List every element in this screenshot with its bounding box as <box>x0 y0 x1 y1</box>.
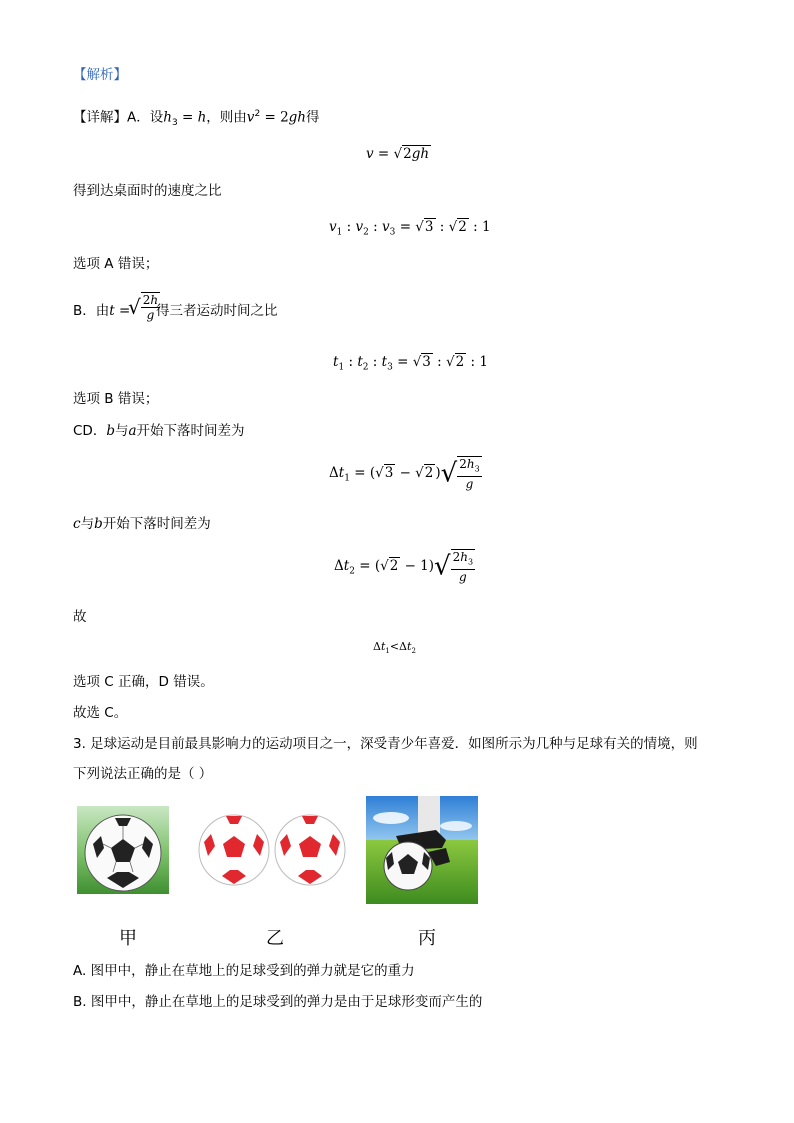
analysis-heading: 【解析】 <box>73 67 127 83</box>
detail-line-a: 【详解】A．设$h_3 = h$，则由$v^2 = 2gh$得 <box>73 109 320 129</box>
equation-compare: $\Delta t_1<\Delta t_2$ <box>373 640 416 656</box>
detail-label: 【详解】 <box>73 109 127 126</box>
caption-bing: 丙 <box>418 928 436 949</box>
detail-line-cb: c与b开始下落时间差为 <box>73 516 211 532</box>
option-a-suffix: 得 <box>306 109 320 126</box>
two-red-balls-image <box>198 812 346 888</box>
option-c-correct: 选项 C 正确，D 错误。 <box>73 674 214 690</box>
equation-t: √ $\frac{2h}{g}$ <box>128 293 159 322</box>
ball-on-grass-image <box>77 806 169 894</box>
option-a: A. 图甲中，静止在草地上的足球受到的弹力就是它的重力 <box>73 963 415 979</box>
option-b-suffix: 得三者运动时间之比 <box>156 303 278 319</box>
detail-line-b: B．由t = <box>73 303 131 319</box>
foot-on-ball-image <box>366 796 478 904</box>
equation-delta-t1: $\Delta t_1 = (√3 - √2$ )√ $\frac{2h_3}{g}$ <box>329 457 480 492</box>
option-b-prefix: B．由 <box>73 303 110 319</box>
option-a-mid: ，则由 <box>206 109 247 126</box>
caption-jia: 甲 <box>119 928 137 949</box>
option-b: B. 图甲中，静止在草地上的足球受到的弹力是由于足球形变而产生的 <box>73 994 483 1010</box>
option-b-wrong: 选项 B 错误； <box>73 391 159 407</box>
equation-time-ratio: $t_1$ : $t_2$ : $t_3 = √3$ : √2 : 1 <box>333 354 488 373</box>
option-a-prefix: A．设 <box>127 109 164 126</box>
speed-ratio-text: 得到达桌面时的速度之比 <box>73 183 222 199</box>
question-line-2: 下列说法正确的是（ ） <box>73 766 213 782</box>
detail-line-cd: CD．b与a开始下落时间差为 <box>73 423 245 439</box>
equation-delta-t2: $\Delta t_2 = (√2 - 1)√$ $\frac{2h_3}{g}$ <box>334 550 474 585</box>
caption-yi: 乙 <box>266 928 284 949</box>
equation-v: v = √2gh <box>366 146 430 162</box>
gu-text: 故 <box>73 609 87 625</box>
option-a-wrong: 选项 A 错误； <box>73 256 159 272</box>
equation-speed-ratio: $v_1$ : $v_2$ : $v_3 = √3$ : √2 : 1 <box>329 219 491 238</box>
answer-text: 故选 C。 <box>73 705 128 721</box>
question-line-1: 3. 足球运动是目前最具影响力的运动项目之一，深受青少年喜爱．如图所示为几种与足球有关的情境，则 <box>73 736 698 752</box>
